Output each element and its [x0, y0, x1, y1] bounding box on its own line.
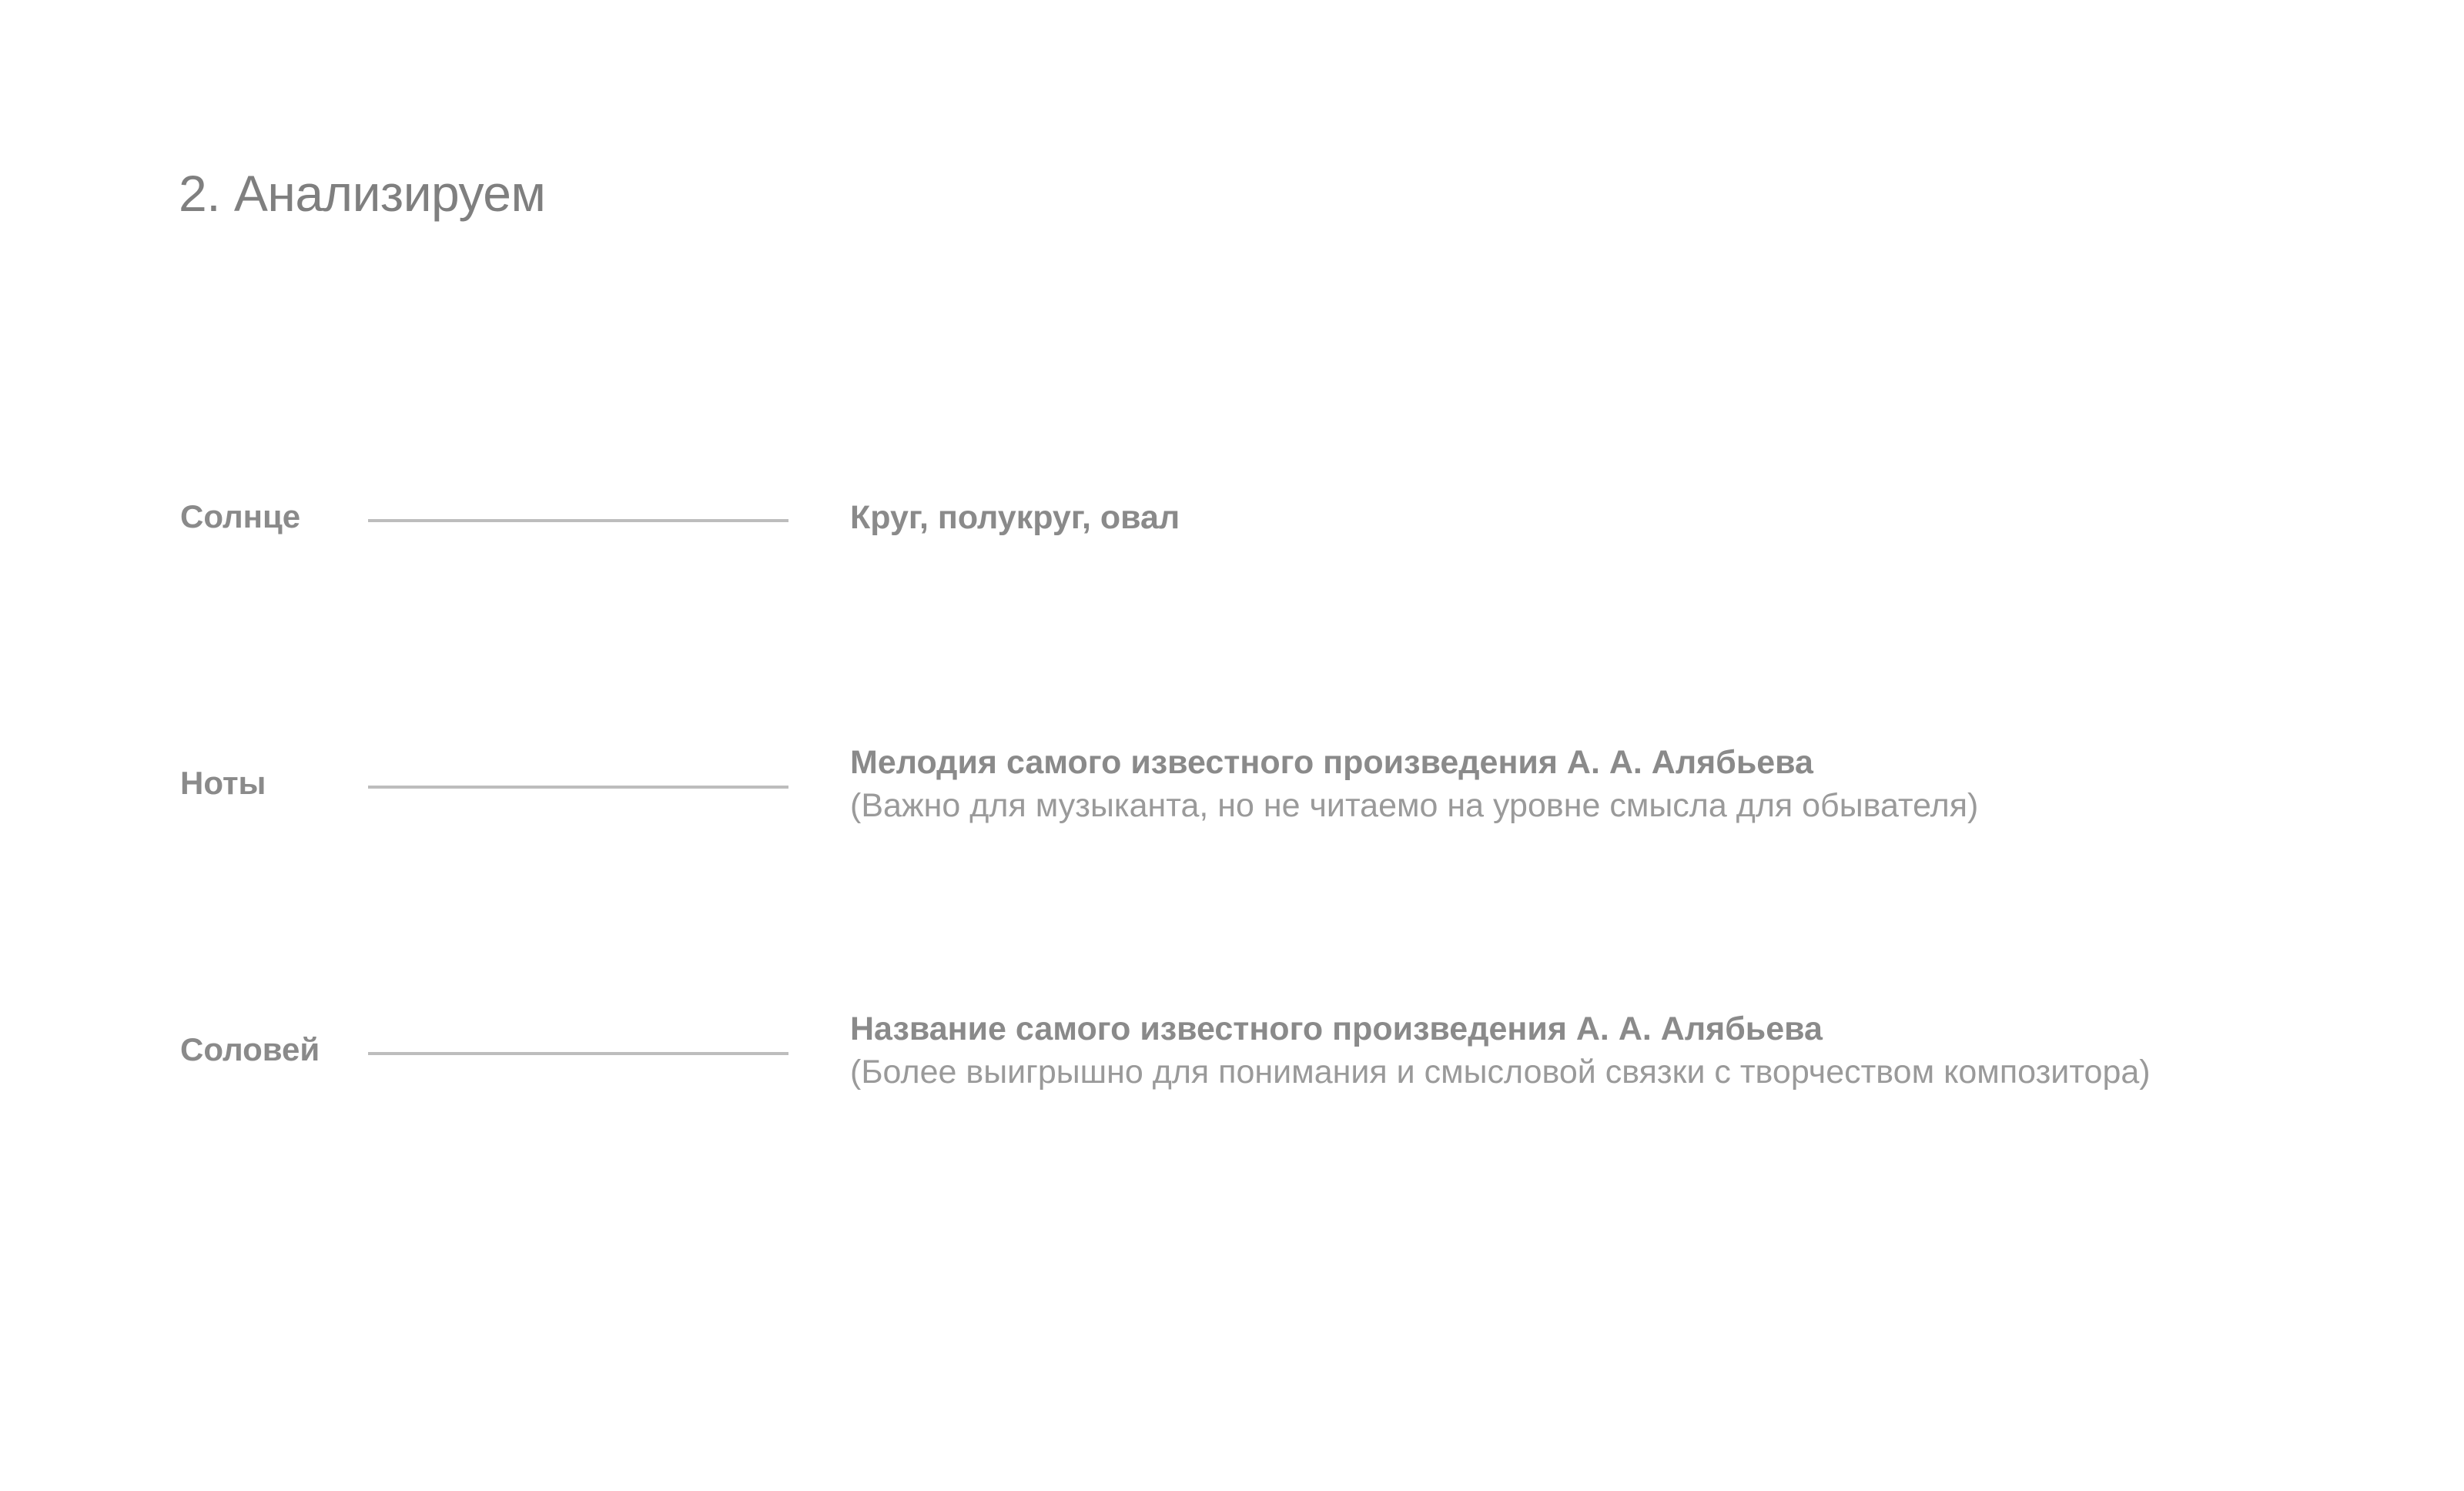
row-description-main: Мелодия самого известного произведения А. А. Алябьева: [850, 744, 1813, 781]
connector-line: [368, 786, 788, 789]
row-description: [850, 1007, 2151, 1094]
row-description-main: Название самого известного произведения А. А. Алябьева: [850, 1010, 1823, 1047]
row-term: Соловей: [180, 1031, 320, 1067]
connector-line: [368, 1052, 788, 1055]
row-description-note: (Важно для музыканта, но не читаемо на уровне смысла для обывателя): [850, 787, 1979, 824]
row-description-main: Круг, полукруг, овал: [850, 499, 1180, 536]
row-term: Ноты: [180, 765, 266, 801]
row-description: [850, 496, 1180, 539]
row-description: [850, 741, 1978, 827]
page-title: 2. Анализируем: [179, 165, 546, 222]
row-term: Солнце: [180, 498, 301, 534]
connector-line: [368, 519, 788, 522]
row-description-note: (Более выигрышно для понимания и смысловой связки с творчеством композитора): [850, 1054, 2151, 1091]
